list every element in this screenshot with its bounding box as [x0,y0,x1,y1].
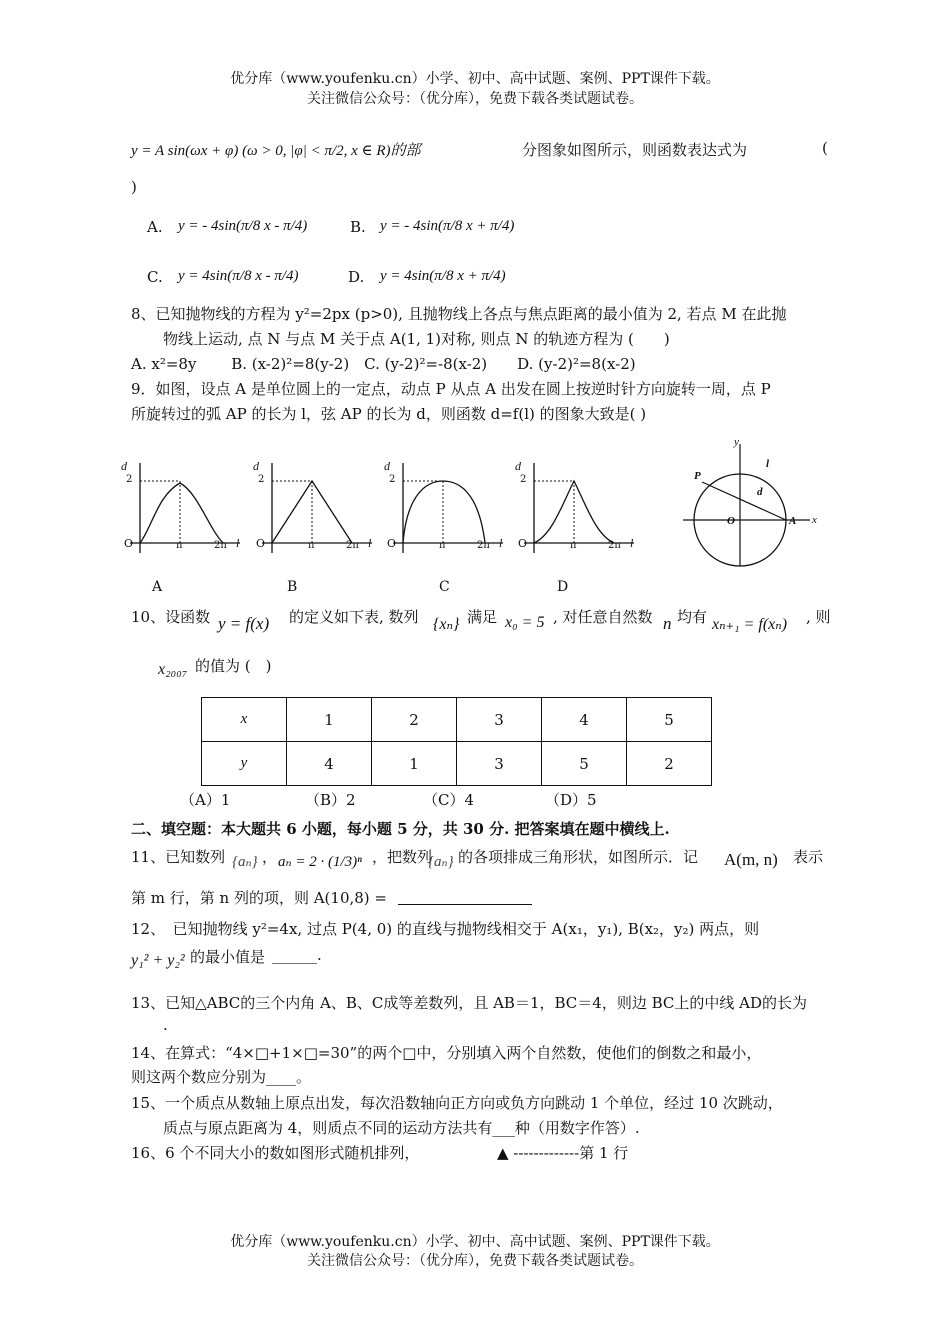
q10-option-c: （C）4 [423,791,475,809]
q11-formula: aₙ = 2 · (1/3)ⁿ [278,854,362,870]
q9-label-d: D [557,579,569,595]
q15-line-1: 15、一个质点从数轴上原点出发，每次沿数轴向正方向或负方向跳动 1 个单位，经过 10 次跳动， [131,1094,783,1112]
q10-value-table [201,697,712,786]
q9-c-axis-l: l [499,536,503,550]
q10-pre: 10、设函数 [131,608,211,626]
q11-comma: ， [262,848,278,866]
q10-func: y = f(x) [218,614,270,633]
q9-graph-b [250,455,380,560]
q7-tail: 分图象如图所示，则函数表达式为 [522,141,748,159]
q10-mid5: , 则 [806,608,831,626]
table-cell: 2 [372,698,457,742]
q7-option-a-label: A. [147,218,163,236]
section-2-heading: 二、填空题：本大题共 6 小题，每小题 5 分，共 30 分. 把答案填在题中横线上. [131,820,670,838]
q11-tail: 表示 [793,848,824,866]
q10-mid2: 满足 [467,608,498,626]
q9-b-axis-l: l [368,536,372,550]
q16-row-1: ▲ -------------第 1 行 [497,1144,629,1162]
q9-circle-p: P [694,470,701,482]
q7-option-d-label: D. [348,268,365,286]
header-line-2: 关注微信公众号：（优分库），免费下载各类试题试卷。 [307,91,643,107]
footer-line-2: 关注微信公众号：（优分库），免费下载各类试题试卷。 [307,1253,643,1269]
q13-line-1: 13、已知△ABC的三个内角 A、B、C成等差数列，且 AB＝1，BC＝4，则边 BC上的中线 AD的长为 [131,994,807,1012]
q9-d-axis-l: l [630,536,634,550]
table-cell: 5 [542,742,627,786]
q7-option-b: y = - 4sin(π/8 x + π/4) [380,218,515,234]
q11-answer-blank [398,904,532,905]
q10-tail: 的值为 ( ) [195,657,272,675]
q10-x2007: x₂₀₀₇ [158,661,188,678]
q10-option-d: （D）5 [545,791,597,809]
q7-option-c-label: C. [147,268,163,286]
q11-line-2: 第 m 行，第 n 列的项，则 A(10,8) = [131,889,387,907]
q11-seq: {aₙ} [232,854,258,870]
q11-pre: 11、已知数列 [131,848,226,866]
q16-line-1: 16、6 个不同大小的数如图形式随机排列， [131,1144,420,1162]
q9-c-tick-2: 2 [389,474,396,485]
q7-option-c: y = 4sin(π/8 x - π/4) [178,268,299,284]
q7-option-a: y = - 4sin(π/8 x - π/4) [178,218,308,234]
q9-circle-diagram [678,438,828,568]
q9-circle-x: x [812,514,817,526]
q9-c-origin: O [387,537,397,550]
header-line-1: 优分库（www.youfenku.cn）小学、初中、高中试题、案例、PPT课件下载。 [230,71,720,87]
table-cell: 5 [627,698,712,742]
q9-label-b: B [287,579,298,595]
q9-d-origin: O [518,537,528,550]
q13-line-2: . [163,1016,168,1034]
q12-expr: y₁² + y₂² [131,952,185,969]
q9-a-tick-2: 2 [126,474,133,485]
q9-circle-y: y [734,436,739,448]
q8-line-2: 物线上运动, 点 N 与点 M 关于点 A(1, 1)对称, 则点 N 的轨迹方程为 ( ) [163,330,670,348]
q10-mid3: , 对任意自然数 [553,608,653,626]
q11-mid: ，把数列 [372,848,433,866]
q14-line-1: 14、在算式：“4×□+1×□=30”的两个□中，分别填入两个自然数，使他们的倒数之和最小， [131,1044,762,1062]
q8-options: A. x²=8y B. (x-2)²=8(y-2) C. (y-2)²=-8(x-2) D. (y-2)²=8(x-2) [131,355,636,373]
q10-option-a: （A）1 [180,791,231,809]
q9-d-axis-d: d [515,459,521,473]
q11-seq-2: {aₙ} [428,854,454,870]
q9-circle-d: d [757,486,763,498]
table-row [202,698,712,742]
q9-graph-d [512,455,642,560]
table-cell: 3 [457,742,542,786]
q14-line-2: 则这两个数应分别为____。 [131,1068,312,1086]
table-cell: 2 [627,742,712,786]
q9-label-c: C [439,579,450,595]
footer-line-1: 优分库（www.youfenku.cn）小学、初中、高中试题、案例、PPT课件下载。 [230,1234,720,1250]
q10-recurrence: xₙ₊₁ = f(xₙ) [712,616,788,633]
q9-b-axis-d: d [253,459,259,473]
q10-n: n [663,614,672,633]
table-cell: 4 [542,698,627,742]
q11-mid2: 的各项排成三角形状，如图所示．记 [458,848,699,866]
q9-a-axis-d: d [121,459,127,473]
q9-graph-a [118,455,248,560]
q9-a-axis-l: l [236,536,240,550]
q7-formula: y = A sin(ωx + φ) (ω > 0, |φ| < π/2, x ∈ R)的部 [131,143,421,159]
q9-line-2: 所旋转过的弧 AP 的长为 l，弦 AP 的长为 d，则函数 d=f(l) 的图象大致是( ) [131,405,647,423]
table-cell: x [202,698,287,742]
table-cell: 1 [287,698,372,742]
table-row [202,742,712,786]
q12-blank: ______. [272,946,322,964]
q9-graph-c [381,455,511,560]
q12-line-2: 的最小值是 [190,948,266,966]
q7-paren-open: ( [822,139,828,157]
q9-c-axis-d: d [384,459,390,473]
q10-x0: x₀ = 5 [505,614,545,631]
q10-seq: {xₙ} [433,616,460,633]
q7-paren-close: ) [131,178,137,196]
table-cell: y [202,742,287,786]
q9-b-tick-2pi: 2π [346,540,359,551]
q12-line-1: 12、 已知抛物线 y²=4x, 过点 P(4, 0) 的直线与抛物线相交于 A(x₁，y₁), B(x₂，y₂) 两点，则 [131,920,760,938]
q9-circle-o: O [727,515,735,527]
table-cell: 1 [372,742,457,786]
q7-option-b-label: B. [350,218,366,236]
q9-circle-l: l [766,458,770,470]
q9-c-tick-pi: π [439,540,446,551]
q9-circle-a: A [789,515,797,527]
q15-line-2: 质点与原点距离为 4，则质点不同的运动方法共有___种（用数字作答）. [163,1119,640,1137]
q9-label-a: A [152,579,163,595]
q9-a-tick-pi: π [176,540,183,551]
q9-b-tick-pi: π [308,540,315,551]
q9-d-tick-pi: π [570,540,577,551]
q9-d-tick-2: 2 [520,474,527,485]
q9-d-tick-2pi: 2π [608,540,621,551]
q9-c-tick-2pi: 2π [477,540,490,551]
q11-a-mn: A(m, n) [724,850,778,869]
q8-line-1: 8、已知抛物线的方程为 y²=2px (p>0), 且抛物线上各点与焦点距离的最小值为 2, 若点 M 在此抛 [131,305,787,323]
q10-mid4: 均有 [677,608,708,626]
q10-mid1: 的定义如下表, 数列 [289,608,419,626]
q7-option-d: y = 4sin(π/8 x + π/4) [380,268,506,284]
q10-option-b: （B）2 [305,791,356,809]
q9-line-1: 9．如图，设点 A 是单位圆上的一定点，动点 P 从点 A 出发在圆上按逆时针方向旋转一周，点 P [131,380,771,398]
table-cell: 4 [287,742,372,786]
q9-a-tick-2pi: 2π [214,540,227,551]
q9-a-origin: O [124,537,134,550]
q9-b-origin: O [256,537,266,550]
table-cell: 3 [457,698,542,742]
q9-b-tick-2: 2 [258,474,265,485]
